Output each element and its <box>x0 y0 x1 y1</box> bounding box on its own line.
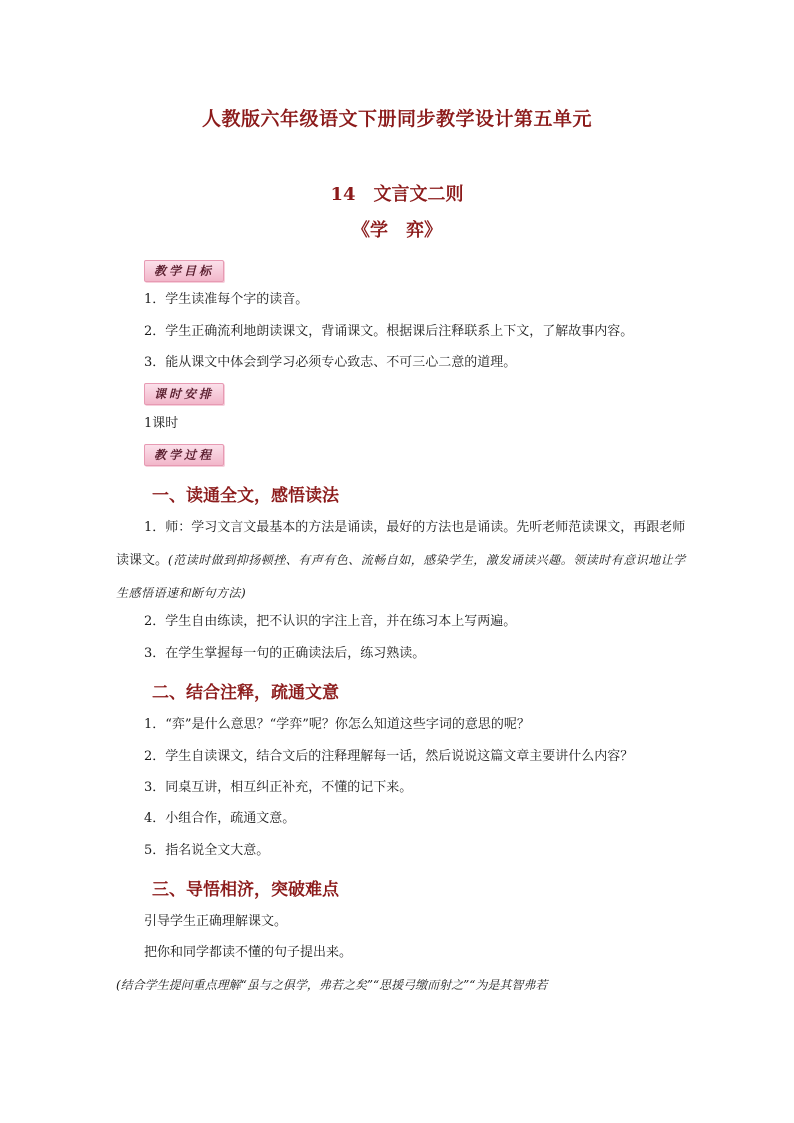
objective-item: 3．能从课文中体会到学习必须专心致志、不可三心二意的道理。 <box>144 355 517 370</box>
paragraph-main: 1．师：学习文言文最基本的方法是诵读，最好的方法也是诵读。先听老师范读课文，再跟老师读课文。 <box>116 520 686 568</box>
schedule-badge: 课时安排 <box>144 383 224 405</box>
list-item: 3．同桌互讲，相互纠正补充，不懂的记下来。 <box>144 780 413 795</box>
objective-item: 1．学生读准每个字的读音。 <box>144 292 309 307</box>
paragraph-note: (范读时做到抑扬顿挫、有声有色、流畅自如，感染学生，激发诵读兴趣。领读时有意识地让学生感悟语速和断句方法) <box>116 553 686 600</box>
list-item: 5．指名说全文大意。 <box>144 843 270 858</box>
lesson-heading: 14 文言文二则 <box>330 184 464 205</box>
list-item: 把你和同学都读不懂的句子提出来。 <box>144 945 353 960</box>
process-badge: 教学过程 <box>144 444 224 466</box>
teaching-note: (结合学生提问重点理解“虽与之俱学，弗若之矣”“思援弓缴而射之”“为是其智弗若 <box>116 978 548 992</box>
paragraph: 2．学生自由练读，把不认识的字注上音，并在练习本上写两遍。 <box>144 614 517 629</box>
paragraph: 3．在学生掌握每一句的正确读法后，练习熟读。 <box>144 646 426 661</box>
lesson-subtitle: 《学 弈》 <box>352 220 442 241</box>
objective-item: 2．学生正确流利地朗读课文，背诵课文。根据课后注释联系上下文，了解故事内容。 <box>144 324 634 339</box>
list-item: 4．小组合作，疏通文意。 <box>144 811 296 826</box>
paragraph <box>116 512 688 610</box>
objectives-badge: 教学目标 <box>144 260 224 282</box>
document-title: 人教版六年级语文下册同步教学设计第五单元 <box>201 108 592 130</box>
section-heading: 二、结合注释，疏通文意 <box>152 683 339 703</box>
schedule-text: 1课时 <box>144 416 179 431</box>
section-heading: 一、读通全文，感悟读法 <box>152 486 339 506</box>
list-item: 1．“弈”是什么意思？“学弈”呢？你怎么知道这些字词的意思的呢？ <box>144 717 530 732</box>
list-item: 引导学生正确理解课文。 <box>144 914 288 929</box>
section-heading: 三、导悟相济，突破难点 <box>152 880 339 900</box>
list-item: 2．学生自读课文，结合文后的注释理解每一话，然后说说这篇文章主要讲什么内容？ <box>144 749 634 764</box>
